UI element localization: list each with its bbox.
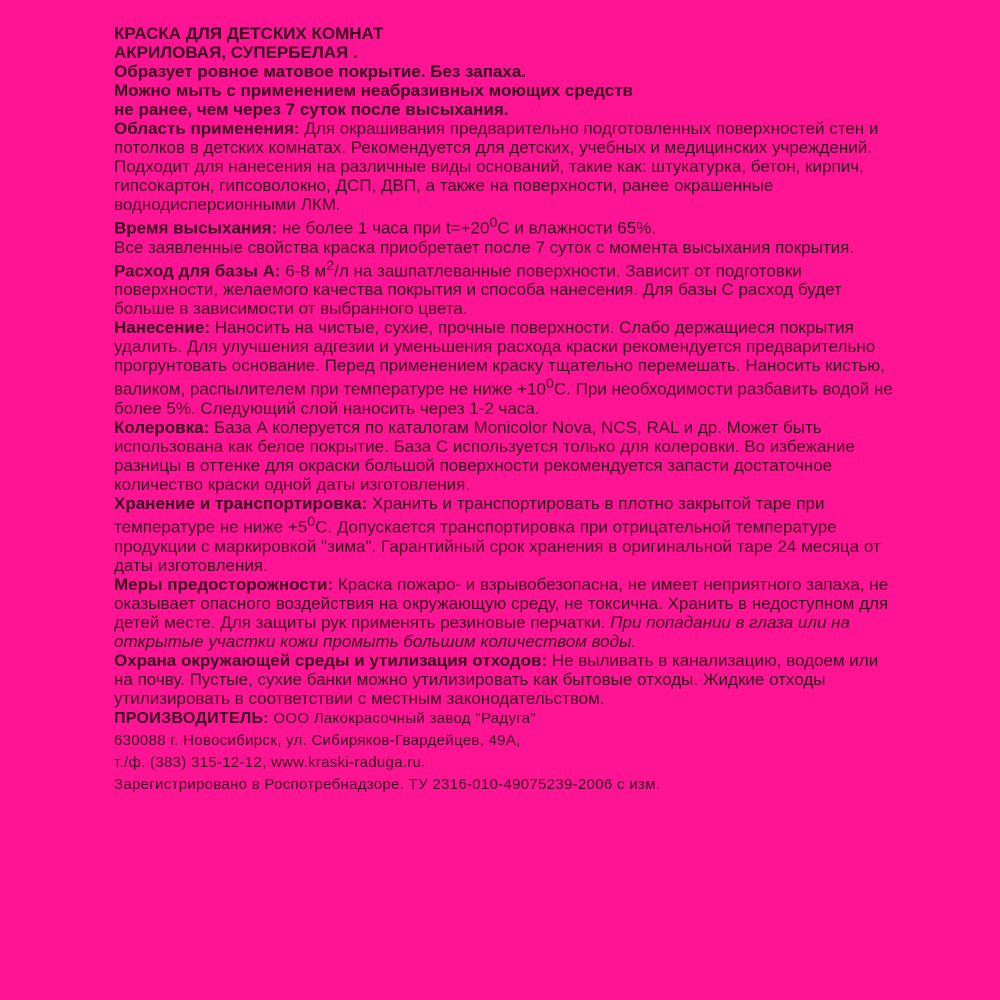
producer-line [114, 708, 894, 730]
producer-name: ООО Лакокрасочный завод "Радуга" [268, 709, 536, 727]
section-application [114, 119, 894, 214]
safety-warning: При попадании в глаза или на открытые участки кожи промыть большим количеством воды. [114, 612, 850, 651]
application-text: Для окрашивания предварительно подготовленных поверхностей стен и потолков в детских комнатах. Рекомендуется для детских, учебных и медицинских учреждений. Подходит для нанесения на различные виды оснований, такие как: штукатурка, бетон, кирпич, гипсокартон, гипсоволокно, ДСП, ДВП, а также на поверхности, ранее окрашенные воднодисперсионными ЛКМ. [114, 119, 879, 214]
section-tinting [114, 418, 894, 494]
drying-degree: 0 [489, 215, 498, 231]
drying-heading: Время высыхания: [114, 218, 278, 238]
tinting-heading: Колеровка: [114, 417, 210, 437]
applying-heading: Нанесение: [114, 318, 210, 338]
producer-block [114, 708, 894, 796]
consumption-text-a: 6-8 м [280, 261, 327, 281]
section-drying [114, 214, 894, 238]
producer-contacts: т./ф. (383) 315-12-12, www.kraski-raduga.ru. [114, 753, 426, 771]
section-consumption [114, 257, 894, 319]
safety-heading: Меры предосторожности: [114, 574, 334, 594]
consumption-text-b: /л на зашпатлеванные поверхности. Зависит от подготовки поверхности, желаемого качества покрытия и способа нанесения. Для базы С расход будет больше в зависимости от выбранного цвета. [114, 261, 842, 319]
product-title-line-1: КРАСКА ДЛЯ ДЕТСКИХ КОМНАТ [114, 24, 384, 43]
storage-text-a: Хранить и транспортировать в плотно закрытой таре при температуре не ниже +5 [114, 493, 825, 537]
storage-degree: 0 [307, 513, 316, 530]
producer-registration: Зарегистрировано в Роспотребнадзоре. ТУ 2316-010-49075239-2006 с изм. [114, 775, 661, 793]
applying-text-b: С. При необходимости разбавить водой не более 5%. Следующий слой наносить через 1-2 часа. [114, 379, 893, 418]
lead-line-1: Образует ровное матовое покрытие. Без запаха. [114, 62, 527, 81]
environment-text: Не выливать в канализацию, водоем или на почву. Пустые, сухие банки можно утилизировать как бытовые отходы. Жидкие отходы утилизировать в соответствии с местным законодательством. [114, 650, 879, 708]
storage-heading: Хранение и транспортировка: [114, 493, 368, 513]
consumption-sup: 2 [326, 257, 335, 274]
application-heading: Область применения: [114, 119, 300, 138]
safety-text: Краска пожаро- и взрывобезопасна, не имеет неприятного запаха, не оказывает опасного воздействия на окружающую среду, не токсична. Хранить в недоступном для детей месте. Для защиты рук применять резиновые перчатки. [114, 574, 889, 632]
tinting-text: База А колеруется по каталогам Monicolor Nova, NCS, RAL и др. Может быть использована как белое покрытие. База С используется только для колеровки. Во избежание разницы в оттенке для окраски большой поверхности рекомендуется запасти достаточное количество краски одной даты изготовления. [114, 417, 855, 494]
product-title-line-2: АКРИЛОВАЯ, СУПЕРБЕЛАЯ . [114, 43, 358, 62]
drying-text-a: не более 1 часа при t=+20 [277, 218, 490, 238]
applying-degree: 0 [546, 376, 554, 393]
section-safety [114, 575, 894, 651]
drying-text-b: С и влажности 65%. [497, 218, 657, 238]
consumption-heading: Расход для базы А: [114, 261, 281, 281]
lead-line-2: Можно мыть с применением неабразивных моющих средств [114, 81, 633, 100]
product-label [114, 24, 894, 796]
storage-text-b: С. Допускается транспортировка при отрицательной температуре продукции с маркировкой "зима". Гарантийный срок хранения в оригинальной таре 24 месяца от даты изготовления. [114, 517, 881, 575]
producer-heading: ПРОИЗВОДИТЕЛЬ: [114, 709, 269, 727]
section-storage [114, 494, 894, 575]
lead-line-3: не ранее, чем через 7 суток после высыхания. [114, 100, 509, 119]
section-environment [114, 651, 894, 708]
section-applying [114, 318, 894, 418]
producer-address: 630088 г. Новосибирск, ул. Сибиряков-Гвардейцев, 49А, [114, 731, 521, 749]
applying-text-a: Наносить на чистые, сухие, прочные поверхности. Слабо держащиеся покрытия удалить. Для улучшения адгезии и уменьшения расхода краски рекомендуется предварительно прогрунтовать основание. Перед применением краску тщательно перемешать. Наносить кистью, валиком, распылителем при температуре не ниже +10 [114, 318, 885, 399]
drying-note: Все заявленные свойства краска приобретает после 7 суток с момента высыхания покрытия. [114, 237, 855, 257]
environment-heading: Охрана окружающей среды и утилизация отходов: [114, 650, 548, 670]
